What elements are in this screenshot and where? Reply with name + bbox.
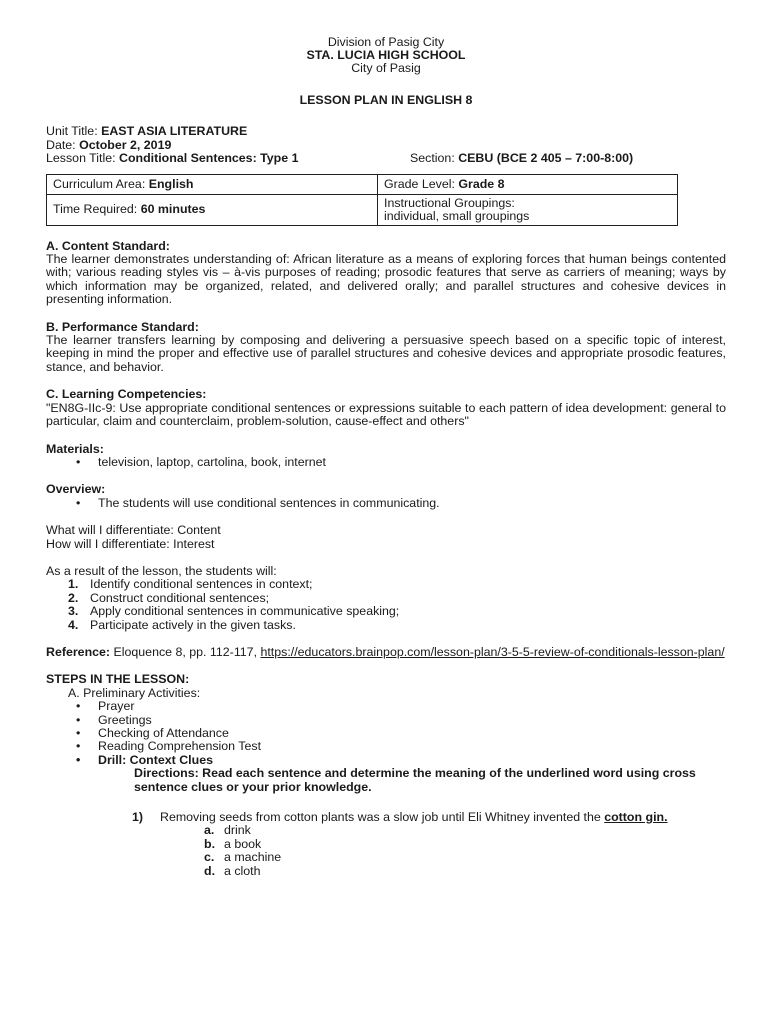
steps-section: [46, 673, 726, 794]
groupings-label: Instructional Groupings:: [384, 195, 515, 210]
choice-c[interactable]: [204, 851, 726, 864]
info-table: [46, 174, 678, 226]
objective-number: 3.: [68, 604, 79, 619]
performance-standard-heading: B. Performance Standard:: [46, 319, 199, 334]
unit-title-label: Unit Title:: [46, 124, 102, 139]
competencies-heading: C. Learning Competencies:: [46, 387, 207, 402]
date-label: Date:: [46, 137, 80, 152]
content-standard-text: The learner demonstrates understanding of: African literature as a means of exploring forces that human beings contented with; various reading styles vis – à-vis purposes of reading; prosodic features that serve as carriers of meaning; ways by which information may be organized, related, and delivered orally; and parallel structures and cohesive devices in presenting information.: [46, 252, 726, 307]
question-text-before: Removing seeds from cotton plants was a slow job until Eli Whitney invented the: [160, 810, 605, 825]
reference-label: Reference:: [46, 644, 111, 659]
groupings-cell: [378, 194, 678, 225]
choice-text: a cloth: [224, 863, 261, 878]
grade-level-label: Grade Level:: [384, 176, 459, 191]
section-value: CEBU (BCE 2 405 – 7:00-8:00): [458, 151, 634, 166]
drill-item: • Drill: Context Clues: [98, 754, 726, 767]
reference-link[interactable]: https://educators.brainpop.com/lesson-plan/3-5-5-review-of-conditionals-lesson-plan/: [260, 644, 725, 659]
choice-letter: a.: [204, 823, 215, 838]
list-item: • Checking of Attendance: [98, 727, 726, 740]
school-name: STA. LUCIA HIGH SCHOOL: [306, 48, 466, 62]
competencies-section: [46, 388, 726, 428]
lesson-title-value: Conditional Sentences: Type 1: [119, 151, 299, 166]
list-item: [68, 605, 726, 618]
performance-standard-section: [46, 321, 726, 375]
curriculum-area-label: Curriculum Area:: [53, 176, 149, 191]
list-item: • television, laptop, cartolina, book, internet: [98, 456, 726, 469]
grade-level-value: Grade 8: [458, 176, 505, 191]
objective-number: 4.: [68, 617, 79, 632]
division-name: Division of Pasig City: [327, 35, 445, 49]
choice-letter: d.: [204, 863, 216, 878]
activities-list: [46, 700, 726, 767]
section-info: [410, 152, 633, 165]
reference-section: [46, 646, 726, 659]
differentiation-section: [46, 524, 726, 551]
objective-text: Construct conditional sentences;: [90, 590, 270, 605]
info-row: [47, 194, 678, 225]
overview-heading: Overview:: [46, 482, 106, 497]
objective-number: 2.: [68, 590, 79, 605]
drill-directions: Directions: Read each sentence and determine the meaning of the underlined word using cross sentence clues or your prior knowledge.: [134, 766, 696, 794]
unit-title-value: EAST ASIA LITERATURE: [101, 124, 248, 139]
curriculum-area-cell: [47, 174, 378, 194]
document-title: LESSON PLAN IN ENGLISH 8: [299, 93, 473, 107]
objectives-section: [46, 565, 726, 632]
unit-title-line: [46, 125, 726, 138]
info-row: [47, 174, 678, 194]
question-1: [46, 811, 726, 878]
performance-standard-text: The learner transfers learning by composing and delivering a persuasive speech based on a specific topic of interest, keeping in mind the proper and effective use of parallel structures and cohesive devices and appropriate prosodic features, stance, and behavior.: [46, 333, 726, 374]
list-item: [68, 619, 726, 632]
objectives-list: [46, 578, 726, 632]
objective-text: Identify conditional sentences in context;: [90, 577, 313, 592]
choice-text: drink: [224, 823, 251, 838]
time-required-label: Time Required:: [53, 202, 141, 217]
differentiate-what: What will I differentiate: Content: [46, 523, 221, 538]
city-name: City of Pasig: [351, 61, 421, 75]
steps-heading: STEPS IN THE LESSON:: [46, 672, 190, 687]
list-item: • Greetings: [98, 714, 726, 727]
time-required-value: 60 minutes: [140, 202, 206, 217]
date-line: [46, 139, 726, 152]
materials-section: [46, 443, 726, 470]
lesson-title-label: Lesson Title:: [46, 151, 120, 166]
preliminary-activities-heading: A. Preliminary Activities:: [68, 685, 201, 700]
choice-letter: b.: [204, 836, 216, 851]
list-item: • Prayer: [98, 700, 726, 713]
date-value: October 2, 2019: [79, 137, 172, 152]
curriculum-area-value: English: [148, 176, 194, 191]
list-item: • Reading Comprehension Test: [98, 740, 726, 753]
choice-text: a machine: [224, 850, 282, 865]
objective-number: 1.: [68, 577, 79, 592]
choice-text: a book: [224, 836, 262, 851]
groupings-value: individual, small groupings: [384, 208, 530, 223]
document-header: [46, 36, 726, 75]
section-label: Section:: [410, 151, 459, 166]
choice-d[interactable]: [204, 865, 726, 878]
objective-text: Participate actively in the given tasks.: [90, 617, 296, 632]
differentiate-how: How will I differentiate: Interest: [46, 536, 215, 551]
competencies-text: "EN8G-IIc-9: Use appropriate conditional sentences or expressions suitable to each pattern of idea development: general to particular, claim and counterclaim, problem-solution, cause-effect and others": [46, 400, 726, 429]
choice-letter: c.: [204, 850, 215, 865]
lesson-title-line: [46, 152, 726, 165]
materials-list: [46, 456, 726, 469]
list-item: [68, 592, 726, 605]
choice-a[interactable]: [204, 824, 726, 837]
question-text: [134, 811, 726, 824]
answer-choices: [134, 824, 726, 878]
lesson-meta: [46, 125, 726, 165]
time-required-cell: [47, 194, 378, 225]
choice-b[interactable]: [204, 838, 726, 851]
content-standard-heading: A. Content Standard:: [46, 238, 170, 253]
overview-section: [46, 483, 726, 510]
materials-heading: Materials:: [46, 441, 104, 456]
reference-text: Eloquence 8, pp. 112-117,: [110, 644, 261, 659]
overview-list: [46, 497, 726, 510]
objectives-intro: As a result of the lesson, the students will:: [46, 563, 277, 578]
grade-level-cell: [378, 174, 678, 194]
list-item: • The students will use conditional sentences in communicating.: [98, 497, 726, 510]
content-standard-section: [46, 240, 726, 307]
list-item: [68, 578, 726, 591]
question-number: 1): [132, 810, 144, 825]
lesson-plan-page: [46, 0, 726, 878]
underlined-word: cotton gin.: [604, 810, 668, 825]
objective-text: Apply conditional sentences in communicative speaking;: [90, 604, 400, 619]
